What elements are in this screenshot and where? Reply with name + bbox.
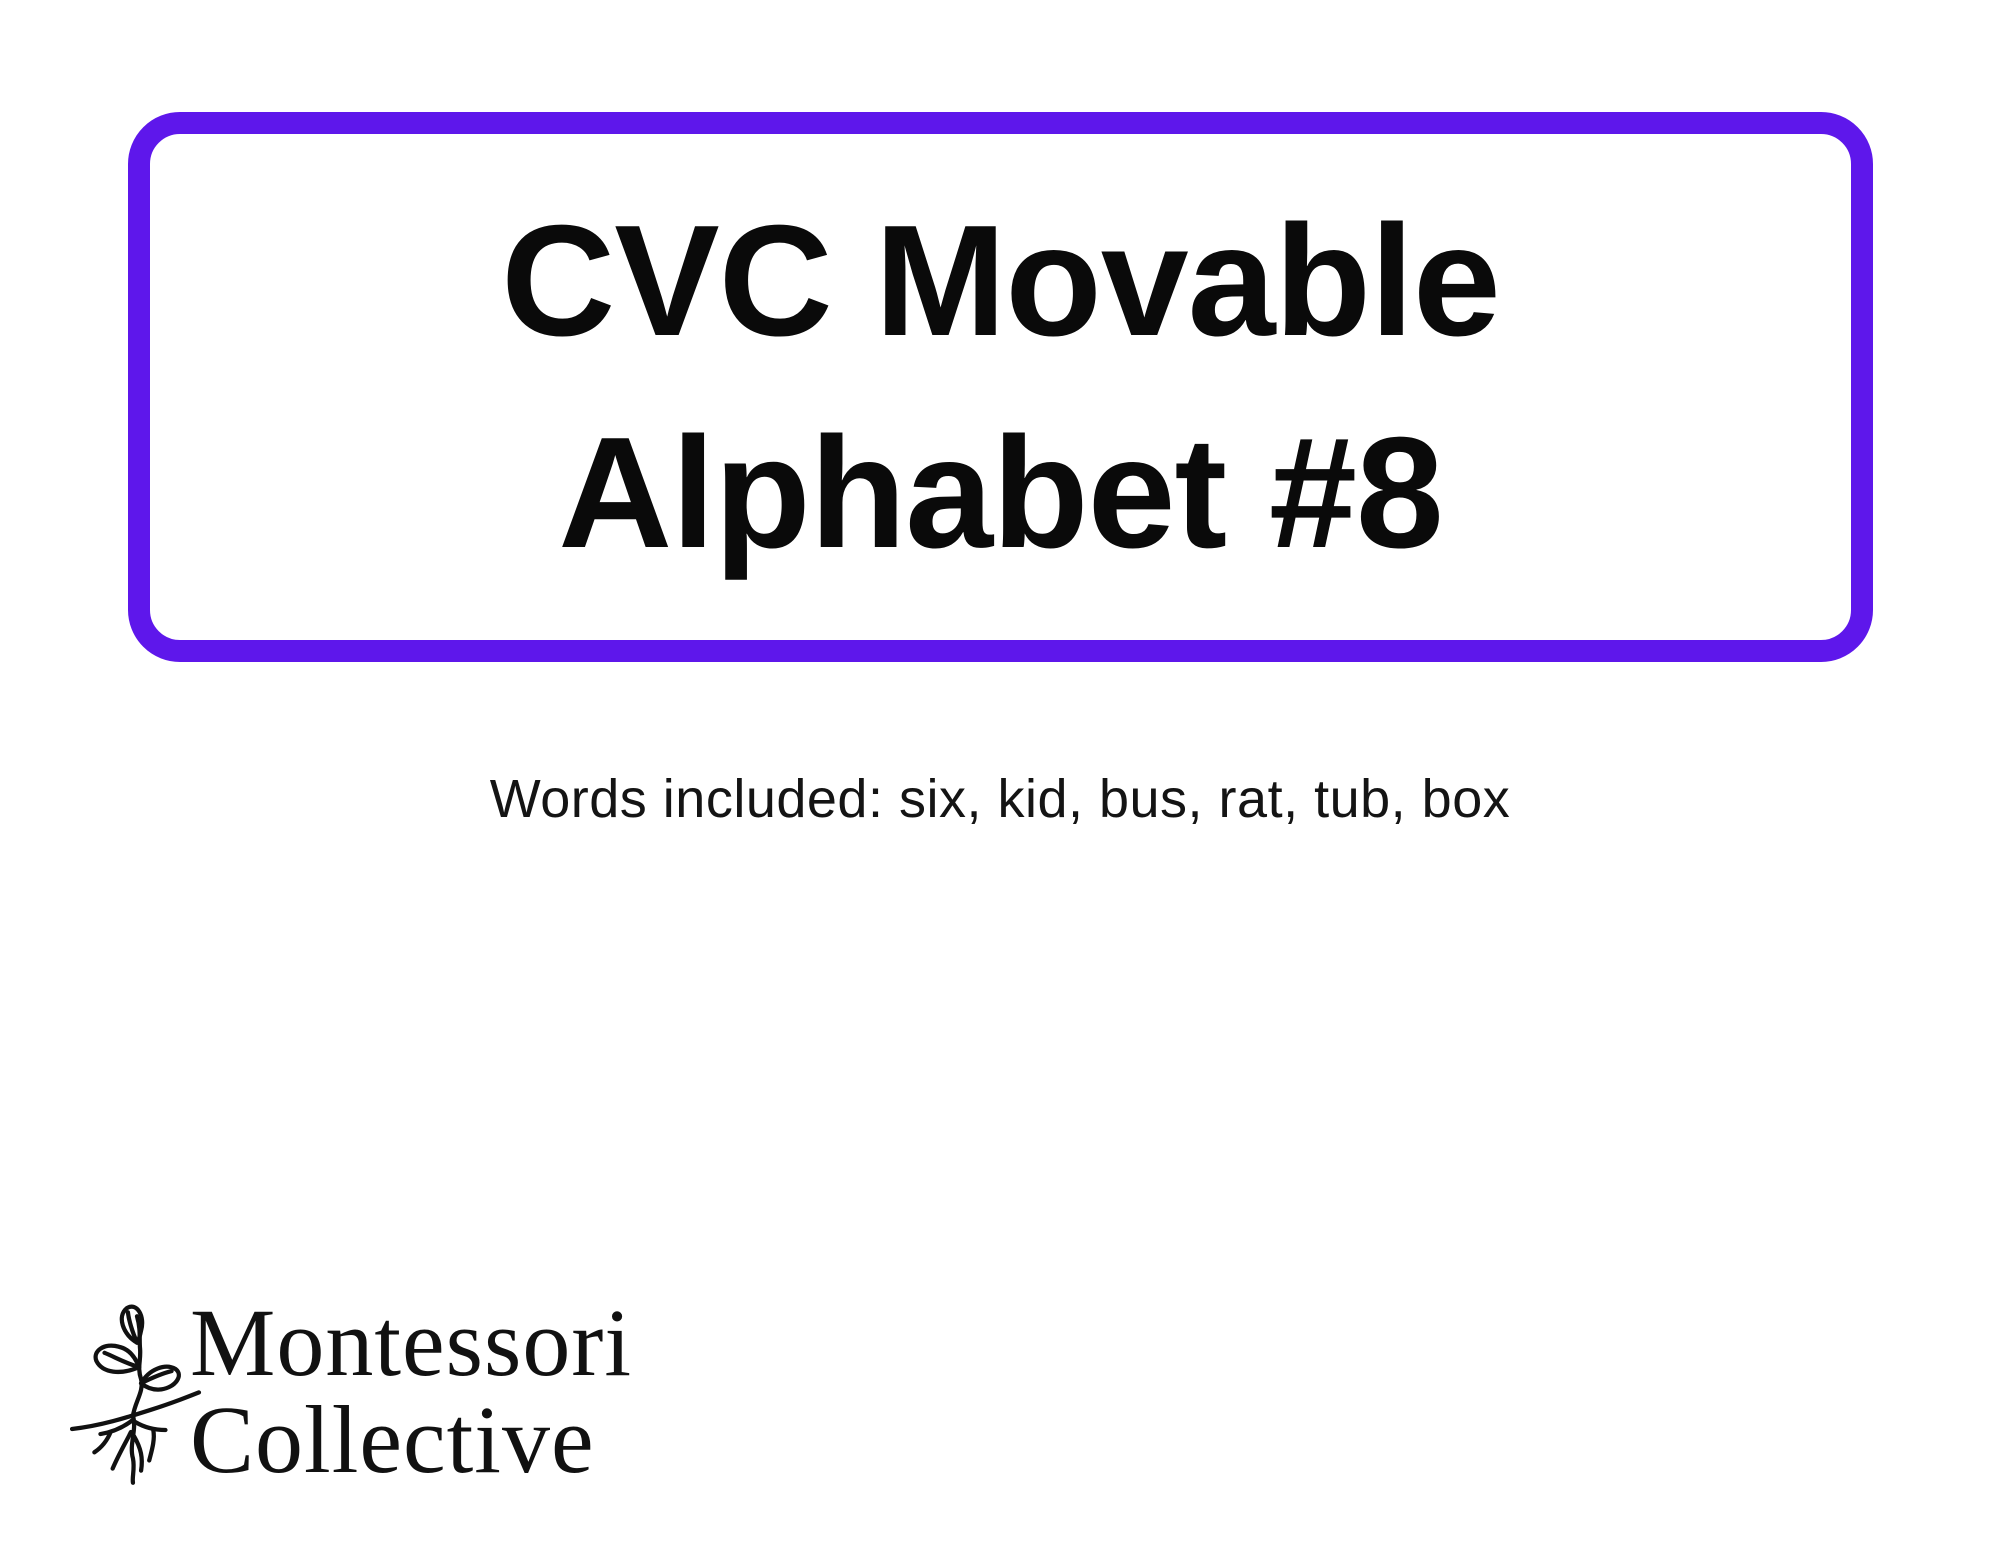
- words-included-subtitle: Words included: six, kid, bus, rat, tub, box: [489, 769, 1511, 829]
- logo-wordmark: [190, 1289, 632, 1493]
- page-title-line2: Alphabet #8: [558, 405, 1443, 581]
- logo-name-line1: Montessori: [190, 1289, 632, 1396]
- page-title-line1: CVC Movable: [501, 193, 1500, 369]
- logo-name-line2: Collective: [190, 1386, 595, 1493]
- montessori-collective-logo: [70, 1290, 632, 1492]
- title-card: [128, 112, 1873, 662]
- seedling-icon: [70, 1304, 202, 1492]
